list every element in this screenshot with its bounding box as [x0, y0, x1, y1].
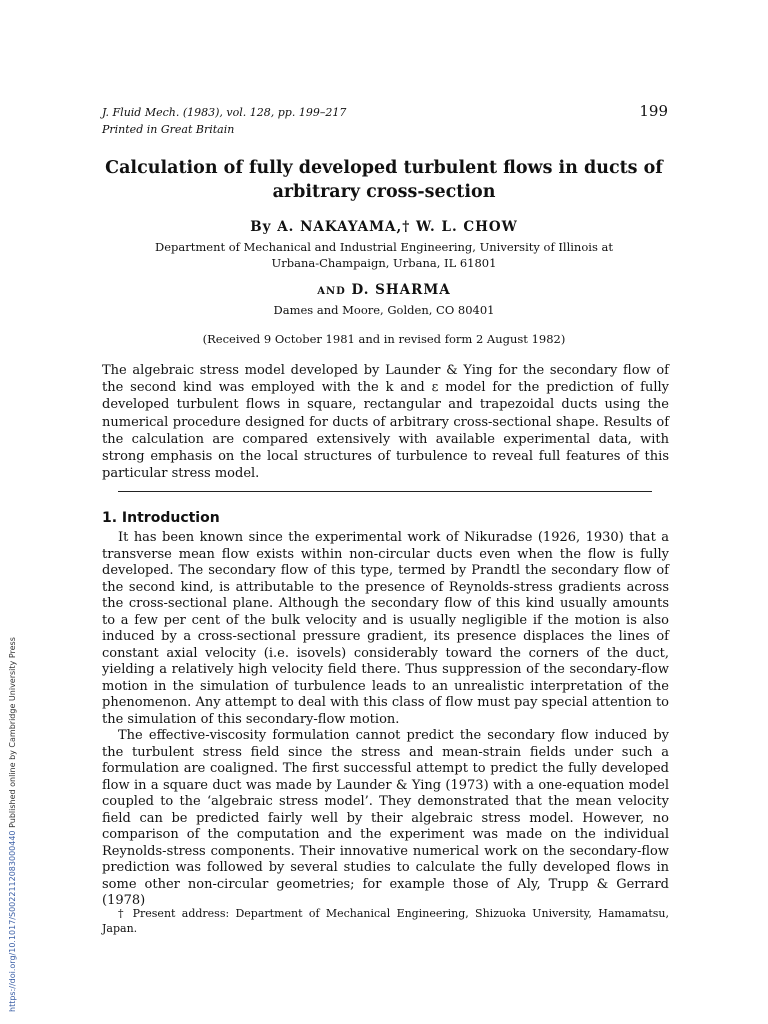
page-number: 199 [639, 102, 668, 120]
authors-line: By A. NAKAYAMA,† W. L. CHOW [250, 219, 518, 235]
doi-link[interactable]: https://doi.org/10.1017/S0022112083000440 [8, 830, 17, 1012]
title-line-2: arbitrary cross-section [272, 182, 496, 202]
title-line-1: Calculation of fully developed turbulent flows in ducts of [105, 158, 663, 178]
third-author: D. SHARMA [351, 282, 451, 298]
printed-line: Printed in Great Britain [102, 123, 235, 136]
publisher-note: Published online by Cambridge University Press [8, 637, 17, 831]
affiliation-1-line-1: Department of Mechanical and Industrial Engineering, University of Illinois at [155, 240, 613, 254]
paper-title [100, 156, 668, 204]
section-heading: 1. Introduction [102, 510, 220, 526]
and-word: AND [317, 286, 346, 297]
paragraph-2: The effective-viscosity formulation cannot predict the secondary flow induced by the turbulent stress field since the stress and mean-strain fields under such a formulation are coaligned. The first successful attempt to predict the fully developed flow in a square duct was made by Launder & Ying (1973) with a one-equation model coupled to the ‘algebraic stress model’. They demonstrated that the mean velocity field can be predicted fairly well by their algebraic stress model. However, no comparison of the computation and the experiment was made on the individual Reynolds-stress components. Their innovative numerical work on the secondary-flow prediction was followed by several studies to calculate the fully developed flows in some other non-circular geometries; for example those of Aly, Trupp & Gerrard (1978) [102, 728, 669, 908]
affiliation-1 [100, 239, 668, 271]
abstract-divider [118, 491, 652, 492]
abstract: The algebraic stress model developed by Launder & Ying for the secondary flow of the second kind was employed with the k and ε model for the prediction of fully developed turbulent flows in square, rectangular and trapezoidal ducts using the numerical procedure designed for ducts of arbitrary cross-sectional shape. Results of the calculation are compared extensively with available experimental data, with strong emphasis on the local structures of turbulence to reveal full features of this particular stress model. [102, 363, 669, 482]
doi-side-note [8, 637, 17, 1012]
affiliation-2: Dames and Moore, Golden, CO 80401 [273, 303, 495, 317]
third-author-line [100, 282, 668, 298]
section-body [102, 530, 669, 910]
received-dates: (Received 9 October 1981 and in revised form 2 August 1982) [202, 332, 566, 346]
footnote: † Present address: Department of Mechanical Engineering, Shizuoka University, Hamamatsu, Japan. [102, 907, 669, 935]
journal-citation [102, 104, 346, 138]
paragraph-1: It has been known since the experimental work of Nikuradse (1926, 1930) that a transverse mean flow exists within non-circular ducts even when the flow is fully developed. The secondary flow of this type, termed by Prandtl the secondary flow of the second kind, is attributable to the presence of Reynolds-stress gradients across the cross-sectional plane. Although the secondary flow of this kind usually amounts to a few per cent of the bulk velocity and is usually negligible if the motion is also induced by a cross-sectional pressure gradient, its presence displaces the lines of constant axial velocity (i.e. isovels) considerably toward the corners of the duct, yielding a relatively high velocity field there. Thus suppression of the secondary-flow motion in the simulation of turbulence leads to an unrealistic interpretation of the phenomenon. Any attempt to deal with this class of flow must pay special attention to the simulation of this secondary-flow motion. [102, 530, 669, 727]
affiliation-1-line-2: Urbana-Champaign, Urbana, IL 61801 [271, 256, 497, 270]
journal-line: J. Fluid Mech. (1983), vol. 128, pp. 199–217 [102, 106, 347, 119]
